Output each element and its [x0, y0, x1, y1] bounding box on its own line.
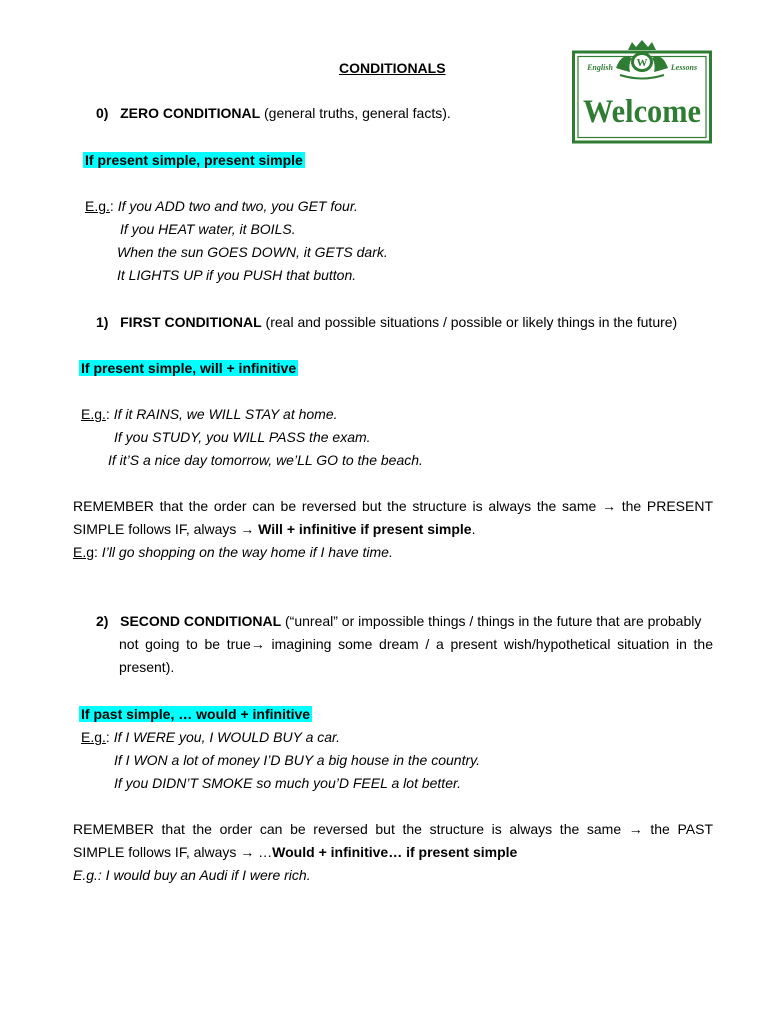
second-description-line-3: present).: [119, 659, 175, 675]
zero-example-1: E.g.: If you ADD two and two, you GET four.: [85, 198, 358, 214]
section-number: 1): [96, 314, 109, 330]
logo-welcome-text: Welcome: [583, 94, 701, 130]
section-description: (real and possible situations / possible or likely things in the future): [261, 314, 678, 330]
zero-example-3: When the sun GOES DOWN, it GETS dark.: [117, 244, 388, 260]
section-heading: FIRST CONDITIONAL: [120, 314, 262, 330]
eg-label: E.g.: [81, 729, 106, 745]
logo-english-text: English: [587, 63, 613, 72]
second-description-line-2: not going to be true→ imagining some dream / a present wish/hypothetical situation in the: [119, 636, 713, 652]
zero-formula: [83, 151, 305, 169]
eg-label: E.g: [73, 544, 95, 560]
logo-center-letter: W: [636, 57, 648, 69]
example-text: If I WERE you, I WOULD BUY a car.: [113, 729, 341, 745]
welcome-logo: [572, 38, 712, 144]
example-text: If it RAINS, we WILL STAY at home.: [113, 406, 338, 422]
section-number: 2): [96, 613, 109, 629]
eg-label: E.g.: [85, 198, 110, 214]
formula-highlight: If present simple, will + infinitive: [81, 360, 297, 376]
first-remember-line-2: [73, 520, 475, 538]
remember-bold: Would + infinitive… if present simple: [272, 844, 518, 860]
second-example-1: E.g.: If I WERE you, I WOULD BUY a car.: [81, 729, 341, 745]
example-text: I’ll go shopping on the way home if I have time.: [101, 544, 393, 560]
second-example-2: If I WON a lot of money I’D BUY a big house in the country.: [114, 752, 480, 768]
zero-example-4: It LIGHTS UP if you PUSH that button.: [117, 267, 357, 283]
formula-highlight: If past simple, … would + infinitive: [81, 706, 311, 722]
remember-text: SIMPLE follows IF, always → …: [73, 844, 273, 860]
second-conditional-heading: [96, 612, 701, 630]
remember-text: SIMPLE follows IF, always →: [73, 521, 259, 537]
second-remember-line-2: [73, 843, 517, 861]
second-extra-example: E.g.: I would buy an Audi if I were rich.: [73, 867, 311, 883]
example-text: If you ADD two and two, you GET four.: [117, 198, 358, 214]
first-example-2: If you STUDY, you WILL PASS the exam.: [114, 429, 371, 445]
remember-bold: Will + infinitive if present simple: [258, 521, 472, 537]
section-number: 0): [96, 105, 109, 121]
section-description: (general truths, general facts).: [260, 105, 451, 121]
section-heading: ZERO CONDITIONAL: [120, 105, 261, 121]
first-example-1: E.g.: If it RAINS, we WILL STAY at home.: [81, 406, 338, 422]
section-description: (“unreal” or impossible things / things in the future that are probably: [281, 613, 702, 629]
page-title: CONDITIONALS: [339, 60, 446, 76]
zero-example-2: If you HEAT water, it BOILS.: [120, 221, 296, 237]
second-formula: [79, 705, 312, 723]
logo-lessons-text: Lessons: [670, 63, 698, 72]
zero-conditional-heading: [96, 104, 451, 122]
first-formula: [79, 359, 298, 377]
remember-period: .: [471, 521, 476, 537]
second-example-3: If you DIDN’T SMOKE so much you’D FEEL a lot better.: [114, 775, 462, 791]
eg-label: E.g.: [81, 406, 106, 422]
first-remember-line-1: REMEMBER that the order can be reversed but the structure is always the same → the PRESENT: [73, 498, 713, 514]
formula-highlight: If present simple, present simple: [85, 152, 303, 168]
section-heading: SECOND CONDITIONAL: [120, 613, 282, 629]
first-extra-example: E.g: I’ll go shopping on the way home if I have time.: [73, 544, 393, 560]
first-example-3: If it’S a nice day tomorrow, we’LL GO to the beach.: [108, 452, 423, 468]
second-remember-line-1: REMEMBER that the order can be reversed but the structure is always the same → the PAST: [73, 821, 713, 837]
first-conditional-heading: [96, 313, 677, 331]
